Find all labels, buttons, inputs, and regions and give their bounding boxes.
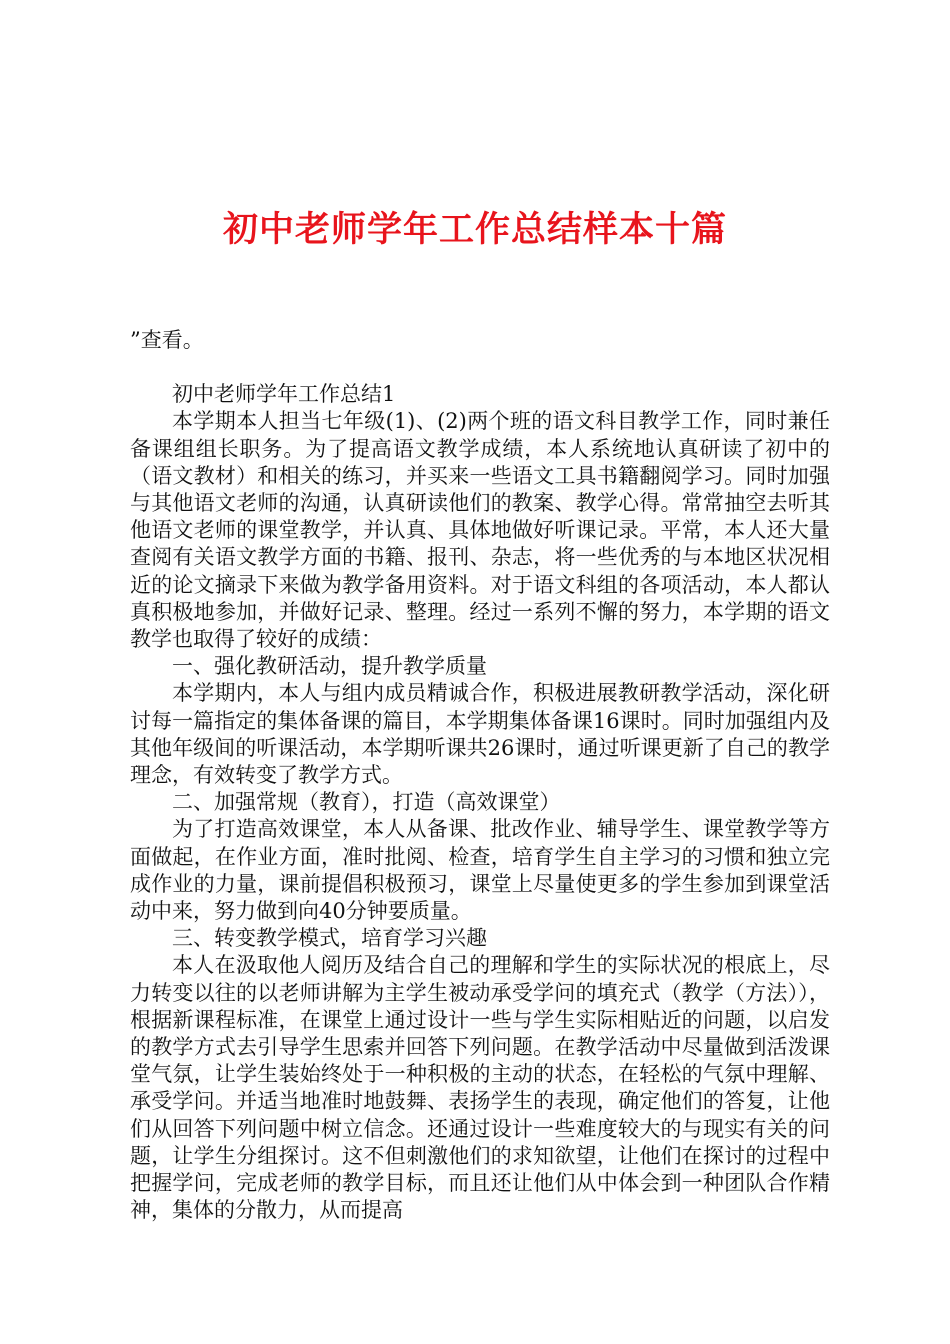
paragraph: 本人在汲取他人阅历及结合自己的理解和学生的实际状况的根底上，尽力转变以往的以老师讲解为主学生被动承受学问的填充式（教学（方法）），根据新课程标准，在课堂上通过设计一些与学生实际相贴近的问题，以启发的教学方式去引导学生思索并回答下列问题。在教学活动中尽量做到活泼课堂气氛，让学生装始终处于一种积极的主动的状态，在轻松的气氛中理解、承受学问。并适当地准时地鼓舞、表扬学生的表现，确定他们的答复，让他们从回答下列问题中树立信念。还通过设计一些难度较大的与现实有关的问题，让学生分组探讨。这不但刺激他们的求知欲望，让他们在探讨的过程中把握学问，完成老师的教学目标，而且还让他们从中体会到一种团队合作精神，集体的分散力，从而提高 (130, 953, 830, 1223)
document-body (130, 327, 830, 1225)
subheading: 二、加强常规（教育），打造（高效课堂） (172, 790, 561, 815)
paragraph-lead: ”查看。 (130, 328, 204, 352)
paragraph: 本学期本人担当七年级(1)、(2)两个班的语文科目教学工作，同时兼任备课组组长职务。为了提高语文教学成绩，本人系统地认真研读了初中的（语文教材）和相关的练习，并买来一些语文工具书籍翻阅学习。同时加强与其他语文老师的沟通，认真研读他们的教案、教学心得。常常抽空去听其他语文老师的课堂教学，并认真、具体地做好听课记录。平常，本人还大量查阅有关语文教学方面的书籍、报刊、杂志，将一些优秀的与本地区状况相近的论文摘录下来做为教学备用资料。对于语文科组的各项活动，本人都认真积极地参加，并做好记录、整理。经过一系列不懈的努力，本学期的语文教学也取得了较好的成绩： (130, 409, 830, 652)
paragraph: 为了打造高效课堂，本人从备课、批改作业、辅导学生、课堂教学等方面做起，在作业方面，准时批阅、检查，培育学生自主学习的习惯和独立完成作业的力量，课前提倡积极预习，课堂上尽量使更多的学生参加到课堂活动中来，努力做到向40分钟要质量。 (130, 817, 830, 924)
section-heading: 初中老师学年工作总结1 (172, 382, 396, 407)
paragraph-gap (130, 354, 830, 381)
paragraph: 本学期内，本人与组内成员精诚合作，积极进展教研教学活动，深化研讨每一篇指定的集体备课的篇目，本学期集体备课16课时。同时加强组内及其他年级间的听课活动，本学期听课共26课时，通过听课更新了自己的教学理念，有效转变了教学方式。 (130, 681, 830, 788)
document-title: 初中老师学年工作总结样本十篇 (222, 209, 727, 250)
subheading: 一、强化教研活动，提升教学质量 (172, 654, 487, 679)
subheading: 三、转变教学模式，培育学习兴趣 (172, 926, 487, 951)
